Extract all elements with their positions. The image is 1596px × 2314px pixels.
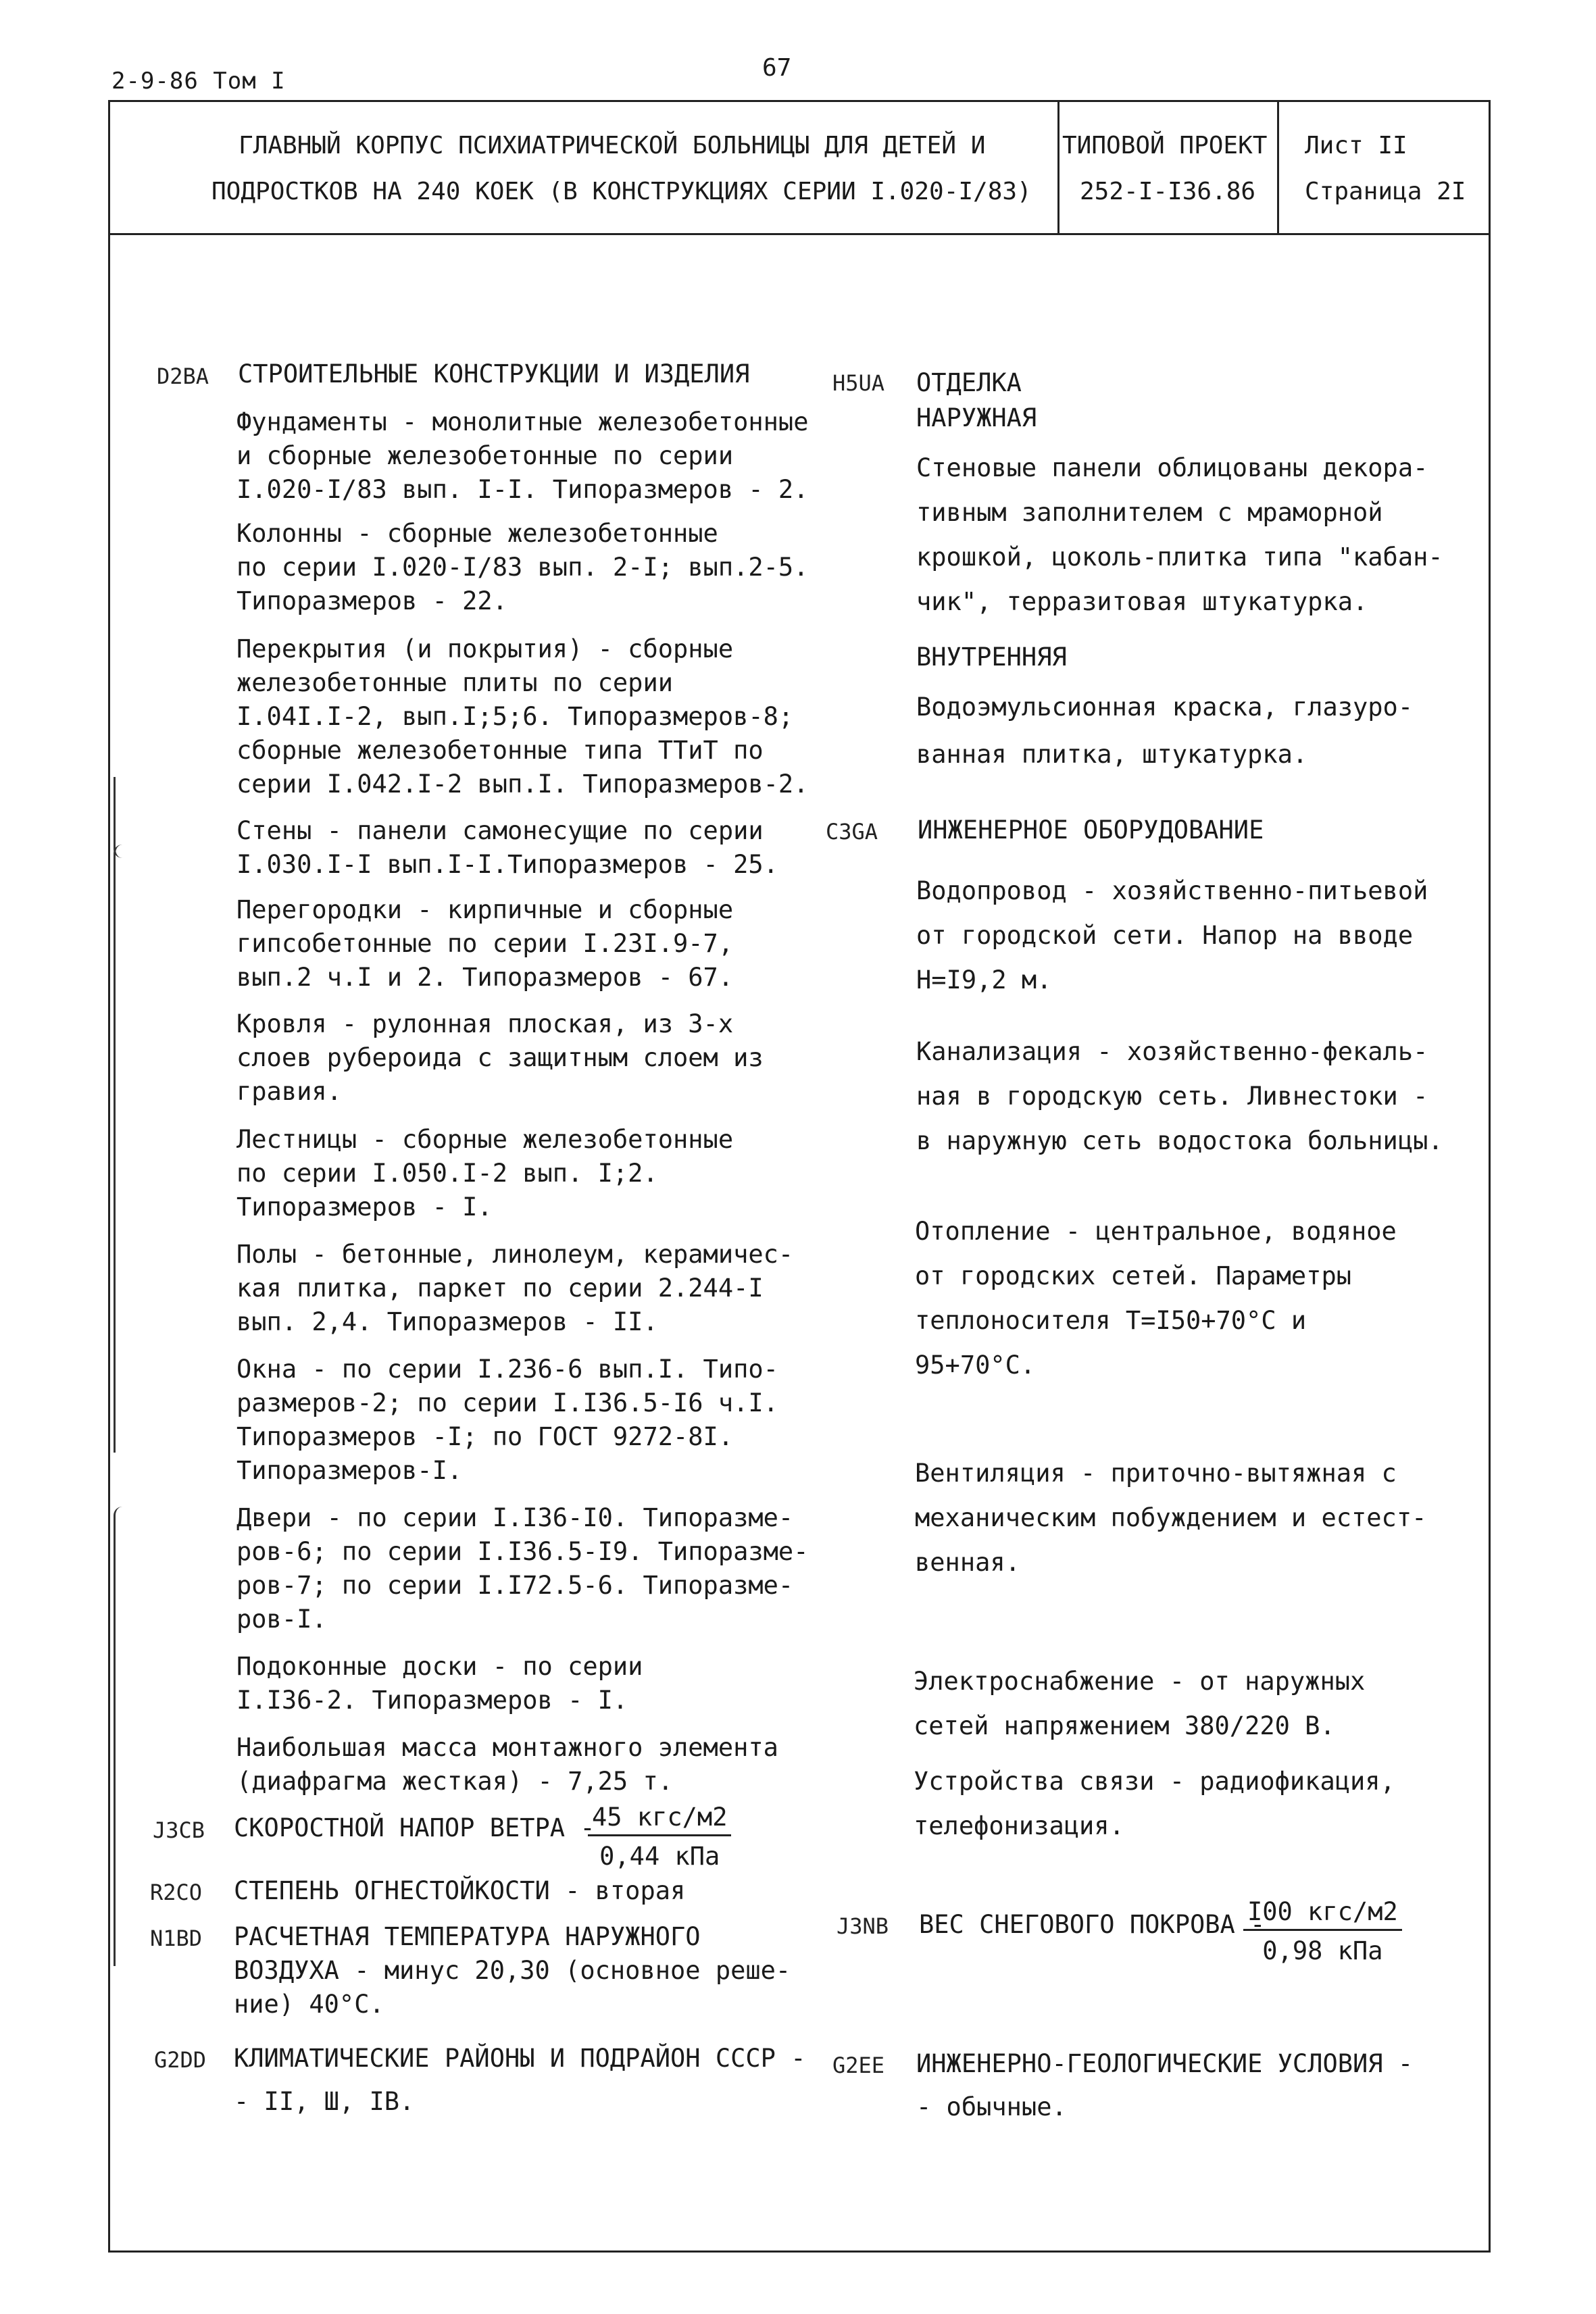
sheet-cell	[1279, 102, 1489, 233]
text-line: - II, Ш, IВ.	[234, 2087, 415, 2116]
text-line: Кровля - рулонная плоская, из 3-х	[236, 1009, 734, 1038]
section-code: D2BA	[157, 363, 209, 389]
text-line: I.020-I/83 вып. I-I. Типоразмеров - 2.	[236, 475, 809, 504]
section-code: G2DD	[154, 2047, 207, 2073]
binding-mark	[114, 1507, 122, 1966]
section-code: J3NB	[837, 1913, 889, 1939]
text-line: механическим побуждением и естест-	[915, 1503, 1427, 1532]
text-line: гравия.	[236, 1077, 342, 1106]
wind-pressure-kpa: 0,44 кПа	[599, 1842, 720, 1871]
text-line: Колонны - сборные железобетонные	[236, 519, 718, 548]
text-line: Перегородки - кирпичные и сборные	[236, 895, 734, 924]
text-line: ванная плитка, штукатурка.	[916, 740, 1308, 769]
text-line: Отопление - центральное, водяное	[915, 1217, 1397, 1246]
text-line: Электроснабжение - от наружных	[914, 1667, 1366, 1696]
text-line: Типоразмеров - I.	[236, 1192, 493, 1222]
text-line: гипсобетонные по серии I.23I.9-7,	[236, 929, 734, 958]
section-code: C3GA	[826, 819, 878, 845]
text-line: Типоразмеров-I.	[236, 1456, 463, 1485]
text-line: телефонизация.	[914, 1811, 1124, 1840]
text-line: чик", терразитовая штукатурка.	[916, 587, 1368, 616]
text-line: Водопровод - хозяйственно-питьевой	[916, 876, 1428, 905]
text-line: по серии I.050.I-2 вып. I;2.	[236, 1159, 658, 1188]
text-line: I.030.I-I вып.I-I.Типоразмеров - 25.	[236, 850, 778, 879]
text-line: в наружную сеть водостока больницы.	[916, 1126, 1443, 1155]
text-line: Канализация - хозяйственно-фекаль-	[916, 1037, 1428, 1066]
text-line: РАСЧЕТНАЯ ТЕМПЕРАТУРА НАРУЖНОГО	[234, 1922, 701, 1951]
text-line: ров-I.	[236, 1605, 327, 1634]
wind-pressure-label: СКОРОСТНОЙ НАПОР ВЕТРА -	[234, 1813, 595, 1842]
text-line: (диафрагма жесткая) - 7,25 т.	[236, 1767, 674, 1796]
text-line: Окна - по серии I.236-6 вып.I. Типо-	[236, 1355, 778, 1384]
snow-load-kpa: 0,98 кПа	[1262, 1936, 1383, 1965]
text-line: размеров-2; по серии I.I36.5-I6 ч.I.	[236, 1388, 778, 1417]
section-code: G2EE	[832, 2053, 885, 2078]
text-line: Подоконные доски - по серии	[236, 1652, 643, 1681]
text-line: Водоэмульсионная краска, глазуро-	[916, 693, 1414, 722]
wind-pressure-value	[588, 1803, 731, 1871]
title-line-2: ПОДРОСТКОВ НА 240 КОЕК (В КОНСТРУКЦИЯХ СЕРИИ I.020-I/83)	[211, 178, 1032, 205]
text-line: венная.	[915, 1548, 1020, 1577]
text-line: и сборные железобетонные по серии	[236, 441, 734, 470]
project-cell	[1059, 102, 1279, 233]
snow-load-label: ВЕС СНЕГОВОГО ПОКРОВА -	[919, 1910, 1266, 1939]
text-line: железобетонные плиты по серии	[236, 668, 674, 697]
text-line: сетей напряжением 380/220 В.	[914, 1711, 1335, 1740]
text-line: Перекрытия (и покрытия) - сборные	[236, 634, 734, 663]
text-line: Лестницы - сборные железобетонные	[236, 1125, 734, 1154]
title-line-1: ГЛАВНЫЙ КОРПУС ПСИХИАТРИЧЕСКОЙ БОЛЬНИЦЫ ДЛЯ ДЕТЕЙ И	[239, 132, 986, 159]
text-line: Типоразмеров -I; по ГОСТ 9272-8I.	[236, 1422, 734, 1451]
text-line: от городской сети. Напор на вводе	[916, 921, 1414, 950]
text-line: ние) 40°С.	[234, 1990, 384, 2019]
text-line: вып. 2,4. Типоразмеров - II.	[236, 1307, 658, 1336]
section-code: H5UA	[832, 370, 885, 396]
fire-resistance: СТЕПЕНЬ ОГНЕСТОЙКОСТИ - вторая	[234, 1876, 686, 1905]
text-line: Двери - по серии I.I36-I0. Типоразме-	[236, 1503, 794, 1532]
text-line: КЛИМАТИЧЕСКИЕ РАЙОНЫ И ПОДРАЙОН СССР -	[234, 2044, 806, 2073]
text-line: Типоразмеров - 22.	[236, 586, 507, 615]
text-line: Фундаменты - монолитные железобетонные	[236, 407, 809, 436]
project-label: ТИПОВОЙ ПРОЕКТ	[1062, 132, 1268, 159]
text-line: тивным заполнителем с мраморной	[916, 498, 1383, 527]
section-code: N1BD	[150, 1926, 203, 1951]
page-number: 67	[762, 54, 792, 82]
wind-pressure-kgs: 45 кгс/м2	[588, 1803, 731, 1836]
text-line: сборные железобетонные типа ТТиТ по	[236, 736, 764, 765]
text-line: I.04I.I-2, вып.I;5;6. Типоразмеров-8;	[236, 702, 794, 731]
text-line: Н=I9,2 м.	[916, 965, 1052, 995]
snow-load-value	[1243, 1897, 1402, 1965]
text-line: ВОЗДУХА - минус 20,30 (основное реше-	[234, 1956, 791, 1985]
text-line: теплоносителя Т=I50+70°С и	[915, 1306, 1307, 1335]
subheading-outer: НАРУЖНАЯ	[916, 403, 1037, 432]
text-line: ИНЖЕНЕРНО-ГЕОЛОГИЧЕСКИЕ УСЛОВИЯ -	[916, 2049, 1414, 2078]
section-code: R2CO	[150, 1880, 203, 1905]
text-line: - обычные.	[916, 2092, 1067, 2121]
text-line: по серии I.020-I/83 вып. 2-I; вып.2-5.	[236, 553, 809, 582]
text-line: Стены - панели самонесущие по серии	[236, 816, 764, 845]
page-label: Страница 2I	[1305, 178, 1466, 205]
section-code: J3CB	[153, 1817, 205, 1843]
text-line: ров-6; по серии I.I36.5-I9. Типоразме-	[236, 1537, 809, 1566]
subheading-inner: ВНУТРЕННЯЯ	[916, 643, 1067, 672]
text-line: слоев рубероида с защитным слоем из	[236, 1043, 764, 1072]
text-line: Вентиляция - приточно-вытяжная с	[915, 1459, 1397, 1488]
text-line: I.I36-2. Типоразмеров - I.	[236, 1686, 628, 1715]
snow-load-kgs: I00 кгс/м2	[1243, 1897, 1402, 1931]
text-line: от городских сетей. Параметры	[915, 1261, 1352, 1290]
text-line: кая плитка, паркет по серии 2.244-I	[236, 1274, 764, 1303]
text-line: Полы - бетонные, линолеум, керамичес-	[236, 1240, 794, 1269]
text-line: ров-7; по серии I.I72.5-6. Типоразме-	[236, 1571, 794, 1600]
text-line: Устройства связи - радиофикация,	[914, 1767, 1395, 1796]
text-line: Наибольшая масса монтажного элемента	[236, 1733, 778, 1762]
text-line: вып.2 ч.I и 2. Типоразмеров - 67.	[236, 963, 734, 992]
text-line: крошкой, цоколь-плитка типа "кабан-	[916, 543, 1443, 572]
text-line: серии I.042.I-2 вып.I. Типоразмеров-2.	[236, 770, 809, 799]
title-block	[108, 100, 1491, 235]
section-heading-finishing: ОТДЕЛКА	[916, 368, 1022, 397]
section-heading-engineering: ИНЖЕНЕРНОЕ ОБОРУДОВАНИЕ	[918, 815, 1264, 845]
section-heading-construction: СТРОИТЕЛЬНЫЕ КОНСТРУКЦИИ И ИЗДЕЛИЯ	[238, 359, 750, 388]
text-line: ная в городскую сеть. Ливнестоки -	[916, 1082, 1428, 1111]
sheet-number: Лист II	[1305, 132, 1407, 159]
title-cell	[110, 102, 1059, 233]
binding-mark	[114, 845, 122, 1453]
project-number: 252-I-I36.86	[1080, 178, 1256, 205]
text-line: 95+70°С.	[915, 1351, 1036, 1380]
document-reference: 2-9-86 Том I	[111, 68, 286, 95]
text-line: Стеновые панели облицованы декора-	[916, 453, 1428, 482]
